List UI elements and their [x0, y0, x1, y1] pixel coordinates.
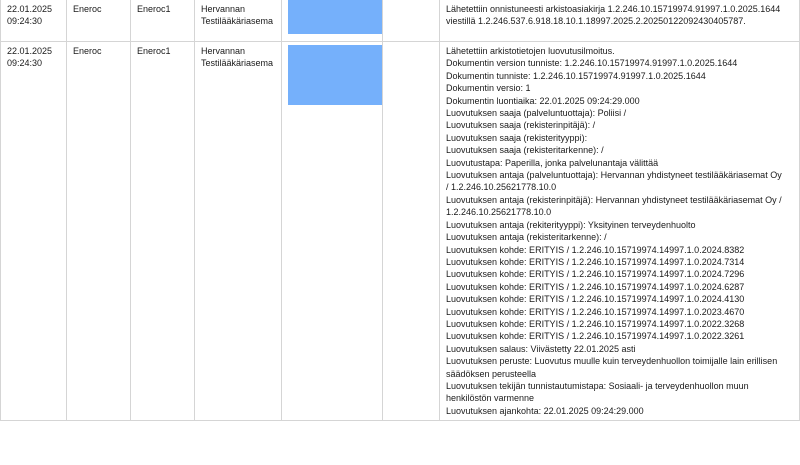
description-line: Lähetettiin onnistuneesti arkistoasiakirja 1.2.246.10.15719974.91997.1.0.2025.1644 [446, 4, 781, 14]
description-line: 1.2.246.10.25621778.10.0 [446, 207, 552, 218]
description-line: Luovutuksen salaus: Viivästetty 22.01.2025 asti [446, 343, 636, 354]
description-line: Dokumentin versio: 1 [446, 83, 531, 94]
description-line: Luovutuksen ajankohta: 22.01.2025 09:24:29.000 [446, 405, 644, 416]
organization-cell [131, 0, 195, 42]
description-line: Luovutuksen kohde: ERITYIS / 1.2.246.10.15719974.14997.1.0.2024.8382 [446, 244, 745, 255]
description-cell [440, 0, 800, 42]
organization-cell [131, 42, 195, 421]
description-line: Lähetettiin arkistotietojen luovutusilmoitus. [446, 46, 615, 56]
table-row [1, 42, 800, 421]
date-text: 22.01.2025 [7, 4, 53, 14]
description-line: Luovutuksen antaja (palveluntuottaja): Hervannan yhdistyneet testilääkäriasemat Oy [446, 170, 782, 181]
user-text: Eneroc [73, 46, 102, 56]
user-cell [67, 42, 131, 421]
description-line: Luovutuksen peruste: Luovutus muulle kuin terveydenhuollon toimijalle lain erillisen [446, 356, 778, 367]
empty-cell [383, 42, 440, 421]
description-line: Dokumentin luontiaika: 22.01.2025 09:24:29.000 [446, 95, 640, 106]
description-line: Luovutuksen antaja (rekisterinpitäjä): Hervannan yhdistyneet testilääkäriasemat Oy / [446, 194, 782, 205]
description-line: Luovutuksen saaja (rekisterityyppi): [446, 132, 588, 143]
description-line: Luovutuksen saaja (rekisteritarkenne): / [446, 145, 604, 156]
time-text: 09:24:30 [7, 58, 43, 69]
description-line: viestillä 1.2.246.537.6.918.18.10.1.18997.2025.2.20250122092430405787. [446, 16, 746, 27]
audit-log-body [1, 0, 800, 421]
description-line: Luovutustapa: Paperilla, jonka palvelunantaja välittää [446, 157, 659, 168]
redaction-block [288, 0, 383, 34]
redacted-cell [282, 42, 383, 421]
description-line: Luovutuksen antaja (rekisteritarkenne): / [446, 232, 607, 243]
date-cell [1, 42, 67, 421]
description-line: Luovutuksen kohde: ERITYIS / 1.2.246.10.15719974.14997.1.0.2024.6287 [446, 281, 745, 292]
empty-cell [383, 0, 440, 42]
table-row [1, 0, 800, 42]
description-line: säädöksen perusteella [446, 368, 537, 379]
description-line: Luovutuksen kohde: ERITYIS / 1.2.246.10.15719974.14997.1.0.2022.3268 [446, 318, 745, 329]
description-line: Dokumentin version tunniste: 1.2.246.10.15719974.91997.1.0.2025.1644 [446, 58, 738, 69]
description-line: Luovutuksen kohde: ERITYIS / 1.2.246.10.15719974.14997.1.0.2024.4130 [446, 294, 745, 305]
user-cell [67, 0, 131, 42]
description-line: Luovutuksen kohde: ERITYIS / 1.2.246.10.15719974.14997.1.0.2022.3261 [446, 331, 745, 342]
date-text: 22.01.2025 [7, 46, 53, 56]
organization-text: Eneroc1 [137, 46, 171, 56]
unit-cell [195, 0, 282, 42]
unit-text-line-1: Hervannan [201, 4, 246, 14]
redaction-block [288, 45, 383, 105]
description-line: Luovutuksen tekijän tunnistautumistapa: Sosiaali- ja terveydenhuollon muun [446, 380, 749, 391]
description-line: Luovutuksen kohde: ERITYIS / 1.2.246.10.15719974.14997.1.0.2023.4670 [446, 306, 745, 317]
description-line: Luovutuksen kohde: ERITYIS / 1.2.246.10.15719974.14997.1.0.2024.7314 [446, 256, 745, 267]
description-line: Luovutuksen antaja (rekiterityyppi): Yksityinen terveydenhuolto [446, 219, 696, 230]
unit-text-line-1: Hervannan [201, 46, 246, 56]
unit-text-line-2: Testilääkäriasema [201, 58, 274, 69]
description-line: henkilöstön varmenne [446, 393, 535, 404]
description-line: Luovutuksen saaja (rekisterinpitäjä): / [446, 120, 596, 131]
description-line: Dokumentin tunniste: 1.2.246.10.15719974.91997.1.0.2025.1644 [446, 70, 706, 81]
date-cell [1, 0, 67, 42]
redacted-cell [282, 0, 383, 42]
time-text: 09:24:30 [7, 16, 43, 27]
description-cell [440, 42, 800, 421]
user-text: Eneroc [73, 4, 102, 14]
unit-text-line-2: Testilääkäriasema [201, 16, 274, 27]
description-line: / 1.2.246.10.25621778.10.0 [446, 182, 557, 193]
unit-cell [195, 42, 282, 421]
organization-text: Eneroc1 [137, 4, 171, 14]
description-line: Luovutuksen kohde: ERITYIS / 1.2.246.10.15719974.14997.1.0.2024.7296 [446, 269, 745, 280]
description-line: Luovutuksen saaja (palveluntuottaja): Poliisi / [446, 108, 627, 119]
